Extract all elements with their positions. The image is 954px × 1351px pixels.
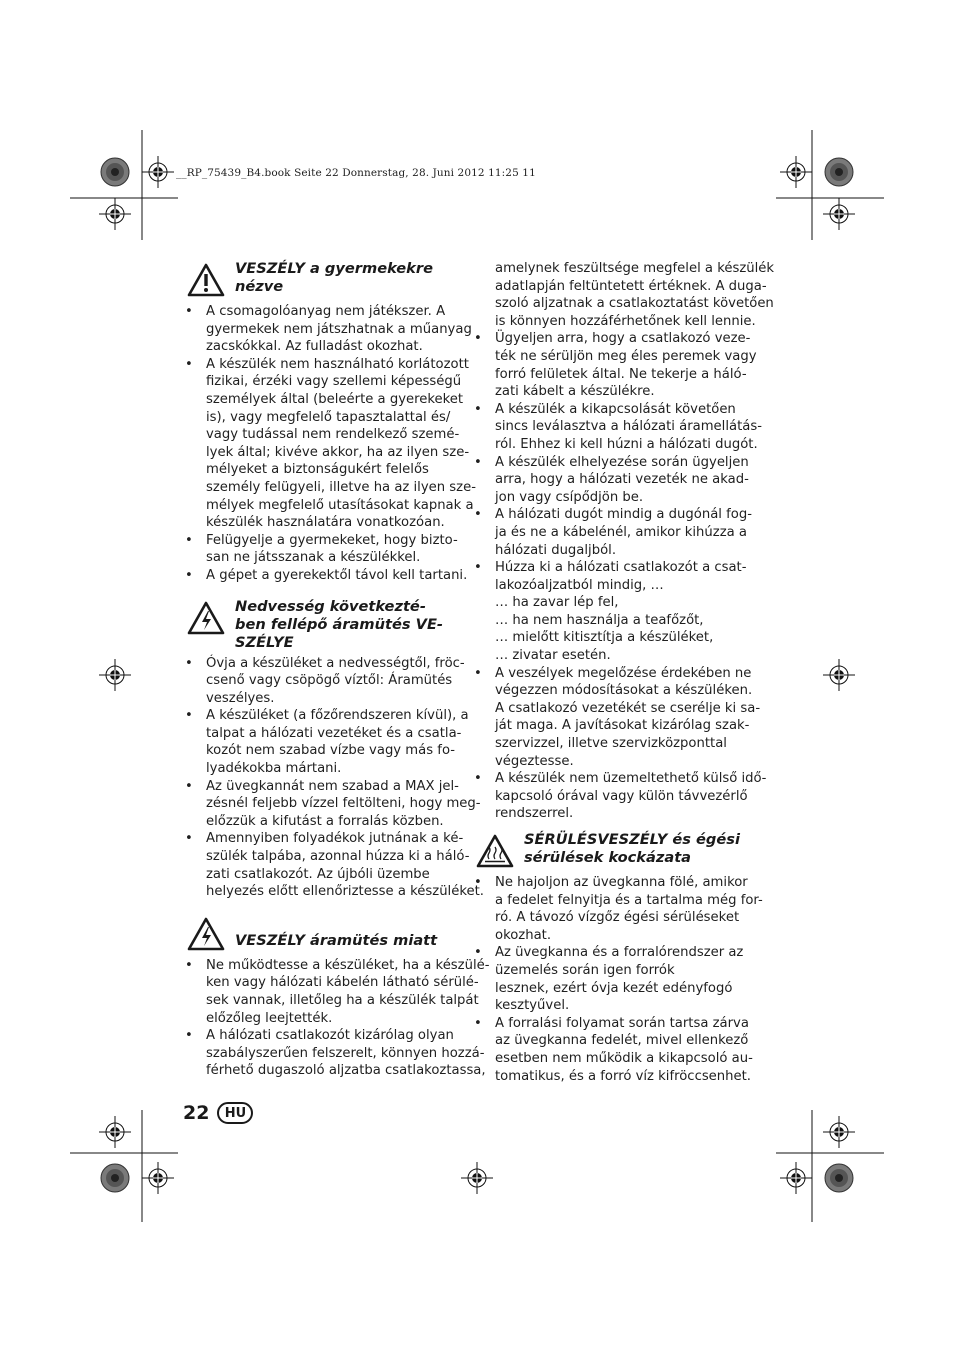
- right-column: [472, 260, 775, 1085]
- text-line: … mielőtt kitisztítja a készüléket,: [495, 630, 714, 646]
- list-item: [472, 506, 752, 559]
- list-item: [183, 532, 458, 567]
- text-line: mélyeket a biztonságukért felelős: [206, 462, 429, 478]
- text-line: • A veszélyek megelőzése érdekében ne: [495, 665, 752, 681]
- registration-target-icon: [99, 198, 131, 230]
- continued-paragraph: [472, 260, 775, 330]
- left-column: [183, 260, 490, 1080]
- text-line: lakozóaljzatból mindig, …: [495, 577, 664, 593]
- section-title-line: ben fellépő áramütés VE-: [235, 615, 443, 633]
- warning-electric-heading: [183, 914, 458, 954]
- text-line: rendszerrel.: [495, 806, 574, 822]
- text-line: ja és ne a kábelénél, amikor kihúzza a: [495, 524, 747, 540]
- warning-children-heading: [183, 260, 458, 300]
- text-line: vagy tudással nem rendelkező szemé-: [206, 427, 460, 443]
- text-line: • A készülék a kikapcsolását követően: [495, 401, 736, 417]
- text-line: • A készüléket (a főzőrendszeren kívül), a: [206, 708, 469, 724]
- registration-star-icon: [101, 158, 129, 186]
- text-line: kozót nem szabad vízbe vagy más fo-: [206, 743, 456, 759]
- text-line: tomatikus, és a forró víz kifröccsenhet.: [495, 1068, 751, 1084]
- list-item: [472, 401, 762, 454]
- text-line: • A forralási folyamat során tartsa zárva: [495, 1015, 749, 1031]
- registration-target-icon: [780, 156, 812, 188]
- section-title-line: VESZÉLY a gyermekekre: [235, 260, 433, 277]
- text-line: forró felületek által. Ne tekerje a háló-: [495, 366, 747, 382]
- warning-moisture-heading: [183, 598, 458, 652]
- text-line: zati csatlakozót. Az újbóli üzembe: [206, 866, 430, 882]
- text-line: üzemelés során igen forrók: [495, 962, 675, 978]
- text-line: sek vannak, illetőleg ha a készülék talpát: [206, 993, 479, 1008]
- section-title-line: sérülések kockázata: [524, 849, 692, 866]
- text-line: lesznek, ezért óvja kezét edényfogó: [495, 980, 733, 996]
- registration-target-icon: [142, 156, 174, 188]
- list-item: [183, 778, 481, 831]
- language-badge: HU: [217, 1102, 253, 1124]
- safety-list: [472, 330, 767, 823]
- text-line: az üvegkanna fedelét, mivel ellenkező: [495, 1033, 749, 1049]
- text-line: • A készülék elhelyezése során ügyeljen: [495, 454, 749, 470]
- list-item: [472, 770, 767, 823]
- text-line: • Húzza ki a hálózati csatlakozót a csat-: [495, 560, 747, 576]
- text-line: • A készülék nem használható korlátozott: [206, 356, 469, 372]
- book-file-header: __RP_75439_B4.book Seite 22 Donnerstag, 28. Juni 2012 11:25 11: [176, 167, 536, 179]
- list-item: [472, 559, 748, 665]
- text-line: • Az üvegkanna és a forralórendszer az: [495, 945, 744, 961]
- text-line: végezzen módosításokat a készüléken.: [495, 683, 753, 699]
- text-line: • A készülék nem üzemeltethető külső idő-: [495, 771, 767, 787]
- warning-children-list: [183, 303, 476, 585]
- text-line: zati kábelt a készülékre.: [495, 384, 655, 400]
- text-line: esetben nem működik a kikapcsoló au-: [495, 1050, 753, 1066]
- list-item: [183, 356, 476, 532]
- list-item: [472, 330, 757, 400]
- page-number: 22: [183, 1102, 210, 1124]
- registration-target-icon: [461, 1162, 493, 1194]
- electric-shock-icon: [186, 916, 226, 952]
- page-footer: [183, 1102, 253, 1124]
- warning-moisture-list: [183, 655, 484, 901]
- text-line: amelynek feszültsége megfelel a készülék: [495, 261, 775, 276]
- electric-shock-icon: [186, 600, 226, 636]
- text-line: • Ne működtesse a készüléket, ha a készülé-: [206, 957, 490, 973]
- registration-target-icon: [99, 1116, 131, 1148]
- text-line: … ha zavar lép fel,: [495, 595, 619, 611]
- registration-target-icon: [780, 1162, 812, 1194]
- text-line: jon vagy csípődjön be.: [495, 489, 644, 505]
- text-line: lyek által; kivéve akkor, ha az ilyen sze-: [206, 444, 470, 460]
- text-line: … zivatar esetén.: [495, 648, 611, 664]
- text-line: san ne játsszanak a készülékkel.: [206, 550, 421, 566]
- warning-burn-heading: [472, 831, 748, 871]
- text-line: zésnél feljebb vízzel feltölteni, hogy meg-: [206, 796, 481, 812]
- text-line: ró. A távozó vízgőz égési sérüléseket: [495, 910, 740, 926]
- registration-target-icon: [142, 1162, 174, 1194]
- list-item: [183, 707, 469, 777]
- text-line: szülék talpába, azonnal húzza ki a háló-: [206, 849, 470, 865]
- text-line: szervizzel, illetve szervizközponttal: [495, 736, 727, 752]
- text-line: • Az üvegkannát nem szabad a MAX jel-: [206, 778, 459, 794]
- list-item: [183, 830, 484, 900]
- text-line: előzzük a kifutást a forralás közben.: [206, 813, 444, 829]
- warning-exclamation-icon: [186, 262, 226, 298]
- list-item: [472, 874, 763, 944]
- text-line: végeztesse.: [495, 753, 574, 769]
- text-line: is könnyen hozzáférhetőnek kell lennie.: [495, 313, 756, 329]
- text-line: helyezés előtt ellenőriztesse a készüléket.: [206, 884, 484, 900]
- text-line: zacskókkal. Az fulladást okozhat.: [206, 339, 423, 355]
- text-line: ken vagy hálózati kábelén látható sérülé-: [206, 975, 479, 991]
- list-item: [183, 957, 490, 1027]
- hot-surface-icon: [475, 833, 515, 869]
- section-title-line: VESZÉLY áramütés miatt: [235, 931, 438, 949]
- text-line: készülék használatára vonatkozóan.: [206, 515, 445, 531]
- list-item: [183, 1027, 486, 1080]
- text-line: gyermekek nem játszhatnak a műanyag: [206, 321, 472, 337]
- registration-star-icon: [825, 158, 853, 186]
- text-line: előzőleg leejtették.: [206, 1010, 333, 1026]
- text-line: is), vagy megfelelő tapasztalattal és/: [206, 409, 451, 425]
- text-line: személyek által (beleérte a gyerekeket: [206, 391, 464, 407]
- list-item: [472, 944, 748, 1014]
- text-line: talpat a hálózati vezetéket és a csatla-: [206, 725, 462, 741]
- text-line: • A csomagolóanyag nem játékszer. A: [206, 304, 446, 319]
- registration-target-icon: [823, 1116, 855, 1148]
- text-line: • Felügyelje a gyermekeket, hogy bizto-: [206, 532, 458, 548]
- text-line: arra, hogy a hálózati vezeték ne akad-: [495, 472, 749, 488]
- text-line: csenő vagy csöpögő víztől: Áramütés: [206, 673, 453, 689]
- text-line: személy felügyeli, illetve ha az ilyen sze-: [206, 479, 476, 495]
- warning-electric-list: [183, 957, 490, 1080]
- text-line: • Ügyeljen arra, hogy a csatlakozó veze-: [495, 331, 751, 347]
- warning-burn-list: [472, 874, 763, 1085]
- list-item: [472, 454, 748, 507]
- text-line: sincs leválasztva a hálózati áramellátás-: [495, 419, 762, 435]
- registration-star-icon: [101, 1164, 129, 1192]
- registration-star-icon: [825, 1164, 853, 1192]
- section-title-line: SÉRÜLÉSVESZÉLY és égési: [524, 831, 740, 848]
- list-item: [183, 567, 468, 585]
- list-item: [472, 665, 761, 771]
- text-line: adatlapján feltüntetett értéknek. A duga-: [495, 278, 767, 294]
- text-line: • Óvja a készüléket a nedvességtől, fröc-: [206, 655, 465, 671]
- text-line: szoló aljzatnak a csatlakoztatást követően: [495, 296, 774, 312]
- text-line: • Ne hajoljon az üvegkanna fölé, amikor: [495, 875, 748, 890]
- registration-target-icon: [99, 659, 131, 691]
- text-line: kesztyűvel.: [495, 998, 570, 1014]
- text-line: … ha nem használja a teafőzőt,: [495, 612, 704, 628]
- text-line: ték ne sérüljön meg éles peremek vagy: [495, 348, 757, 364]
- text-line: férhető dugaszoló aljzatba csatlakoztassa,: [206, 1063, 486, 1079]
- text-line: • Amennyiben folyadékok jutnának a ké-: [206, 831, 464, 847]
- text-line: ját maga. A javításokat kizárólag szak-: [495, 718, 750, 734]
- text-line: okozhat.: [495, 927, 552, 943]
- text-line: • A gépet a gyerekektől távol kell tartani.: [206, 567, 468, 583]
- text-line: lyadékokba mártani.: [206, 761, 342, 777]
- text-line: A csatlakozó vezetékét se cserélje ki sa-: [495, 700, 761, 716]
- text-line: kapcsoló órával vagy külön távvezérlő: [495, 788, 748, 804]
- registration-target-icon: [823, 659, 855, 691]
- list-item: [183, 655, 465, 708]
- text-line: hálózati dugaljból.: [495, 542, 617, 558]
- text-line: • A hálózati csatlakozót kizárólag olyan: [206, 1028, 454, 1044]
- text-line: ról. Ehhez ki kell húzni a hálózati dugót.: [495, 436, 758, 452]
- list-item: [472, 1015, 753, 1085]
- text-line: • A hálózati dugót mindig a dugónál fog-: [495, 507, 752, 523]
- section-title-line: SZÉLYE: [235, 633, 294, 651]
- text-line: szabályszerűen felszerelt, könnyen hozzá-: [206, 1045, 485, 1061]
- text-line: mélyek megfelelő utasításokat kapnak a: [206, 497, 474, 513]
- text-line: fizikai, érzéki vagy szellemi képességű: [206, 374, 462, 390]
- list-item: [183, 303, 472, 356]
- section-title-line: Nedvesség következté-: [235, 597, 426, 615]
- section-title-line: nézve: [235, 278, 284, 295]
- registration-target-icon: [823, 198, 855, 230]
- text-line: a fedelet felnyitja és a tartalma még for-: [495, 892, 763, 908]
- text-line: veszélyes.: [206, 690, 275, 706]
